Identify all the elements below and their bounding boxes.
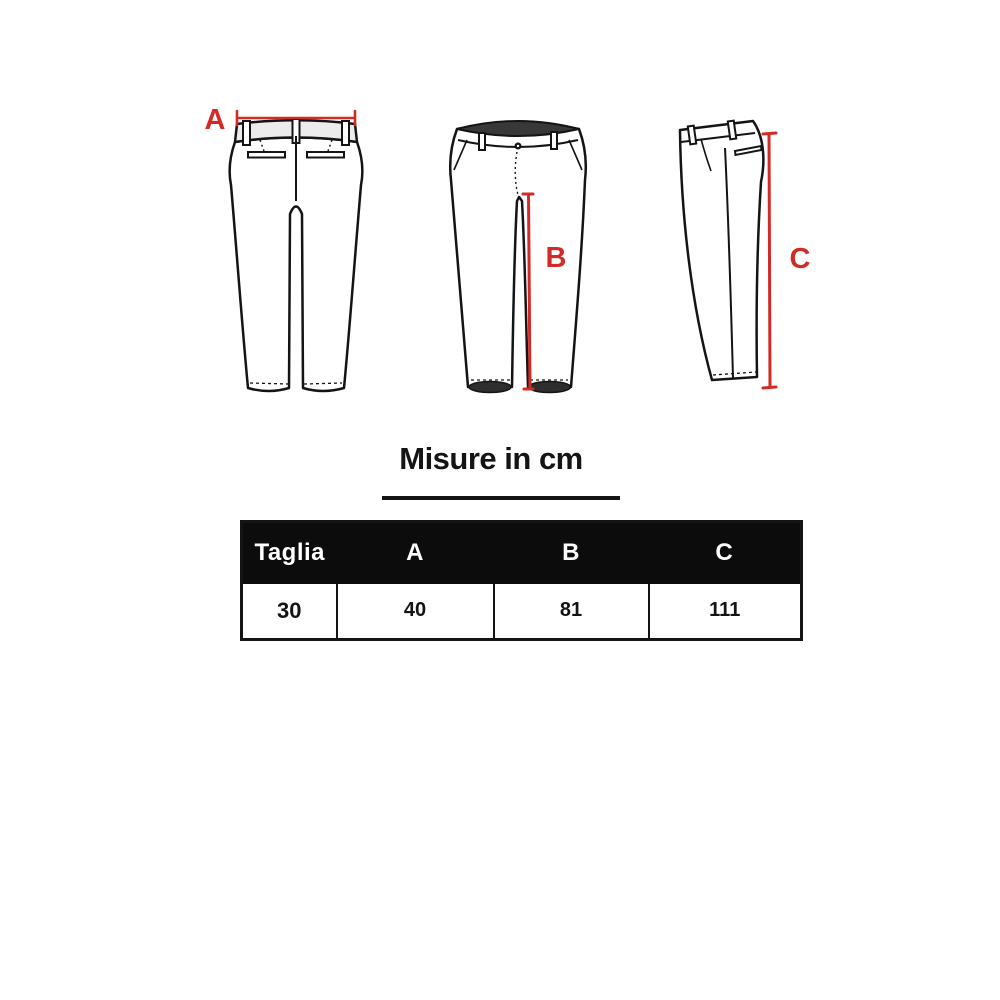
header-cell-taglia: Taglia	[242, 522, 337, 584]
size-table-row	[242, 584, 802, 640]
pants-front-view-illustration	[450, 121, 586, 393]
header-cell-b: B	[494, 522, 649, 584]
measure-line-c	[763, 133, 776, 388]
belt-loop-icon	[342, 121, 349, 145]
hem-opening	[469, 382, 511, 393]
size-table	[240, 520, 803, 641]
measure-label-a: A	[204, 104, 226, 136]
measure-label-b: B	[545, 242, 567, 274]
size-table-header-row	[242, 522, 802, 584]
cell-size-value: 30	[242, 584, 337, 640]
back-pocket	[307, 152, 344, 158]
cell-measure-c: 111	[649, 584, 802, 640]
hem-opening	[529, 382, 571, 393]
belt-loop-icon	[479, 133, 485, 150]
cell-measure-b: 81	[494, 584, 649, 640]
header-cell-a: A	[337, 522, 494, 584]
size-chart-title: Misure in cm	[399, 441, 583, 476]
belt-loop-icon	[688, 126, 696, 145]
belt-loop-icon	[728, 121, 736, 140]
pants-side-view-illustration	[680, 121, 811, 388]
pants-size-diagrams	[180, 90, 880, 440]
title-underline	[382, 496, 620, 500]
measure-label-c: C	[789, 243, 811, 275]
back-pocket	[248, 152, 285, 158]
belt-loop-icon	[551, 132, 557, 149]
header-cell-c: C	[649, 522, 802, 584]
cell-measure-a: 40	[337, 584, 494, 640]
belt-loop-icon	[243, 121, 250, 145]
pants-back-view-illustration	[205, 104, 363, 391]
